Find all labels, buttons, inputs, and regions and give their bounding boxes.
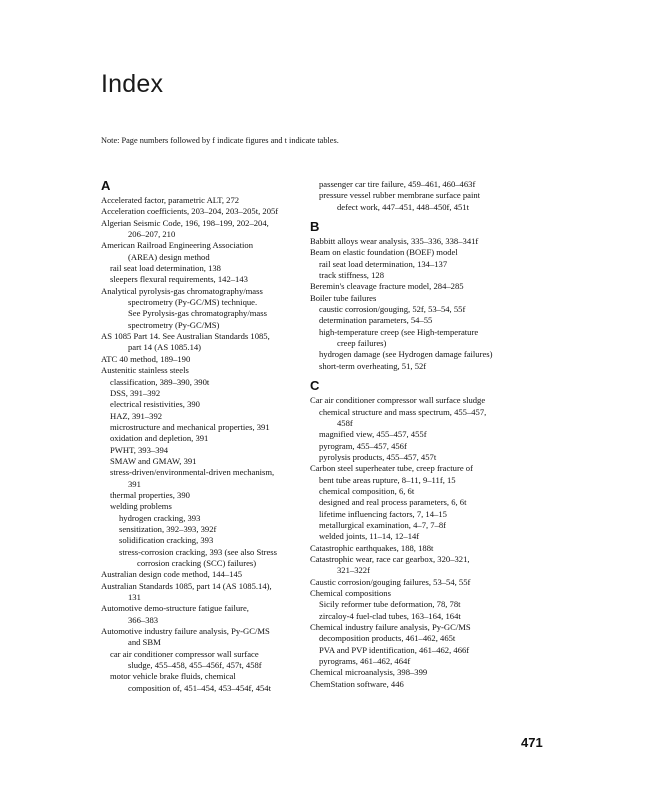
index-entry: rail seat load determination, 138 bbox=[110, 263, 221, 274]
index-entry: spectrometry (Py-GC/MS) technique. bbox=[128, 297, 258, 308]
index-entry: stress-driven/environmental-driven mechanism, bbox=[110, 467, 275, 478]
index-entry: ATC 40 method, 189–190 bbox=[101, 353, 191, 364]
index-entry: designed and real process parameters, 6, 6t bbox=[319, 497, 467, 508]
index-entry: Chemical industry failure analysis, Py-GC/MS bbox=[310, 622, 471, 633]
index-entry: Chemical microanalysis, 398–399 bbox=[310, 667, 428, 678]
index-entry: part 14 (AS 1085.14) bbox=[128, 342, 202, 353]
index-entry: spectrometry (Py-GC/MS) bbox=[128, 319, 220, 330]
index-entry: Automotive demo-structure fatigue failure, bbox=[101, 603, 249, 614]
index-entry: stress-corrosion cracking, 393 (see also Stress bbox=[119, 546, 277, 557]
index-entry: Analytical pyrolysis-gas chromatography/mass bbox=[101, 285, 263, 296]
index-entry: Car air conditioner compressor wall surface sludge bbox=[310, 395, 486, 406]
index-entry: welding problems bbox=[110, 501, 172, 512]
index-entry: caustic corrosion/gouging, 52f, 53–54, 55f bbox=[319, 304, 466, 315]
index-entry: Automotive industry failure analysis, Py-GC/MS bbox=[101, 626, 270, 637]
index-entry: bent tube areas rupture, 8–11, 9–11f, 15 bbox=[319, 474, 456, 485]
index-entry: Australian Standards 1085, part 14 (AS 1085.14), bbox=[101, 580, 272, 591]
index-entry: PVA and PVP identification, 461–462, 466f bbox=[319, 644, 470, 655]
index-entry: ChemStation software, 446 bbox=[310, 678, 404, 689]
index-entry: Babbitt alloys wear analysis, 335–336, 338–341f bbox=[310, 236, 479, 247]
index-entry: pressure vessel rubber membrane surface paint bbox=[319, 190, 481, 201]
index-note: Note: Page numbers followed by f indicate figures and t indicate tables. bbox=[101, 136, 339, 145]
index-entry: Beremin's cleavage fracture model, 284–285 bbox=[310, 281, 464, 292]
index-entry: car air conditioner compressor wall surface bbox=[110, 648, 259, 659]
index-entry: Carbon steel superheater tube, creep fracture of bbox=[310, 463, 473, 474]
index-entry: Accelerated factor, parametric ALT, 272 bbox=[101, 195, 240, 205]
index-entry: Catastrophic earthquakes, 188, 188t bbox=[310, 542, 434, 553]
page-number: 471 bbox=[521, 735, 543, 750]
index-entry: (AREA) design method bbox=[128, 251, 210, 262]
index-entry: American Railroad Engineering Association bbox=[101, 240, 254, 251]
index-entry: pyrogram, 455–457, 456f bbox=[319, 440, 407, 451]
index-entry: metallurgical examination, 4–7, 7–8f bbox=[319, 519, 447, 530]
index-column-right bbox=[310, 179, 520, 690]
index-entry: 458f bbox=[337, 417, 353, 428]
index-entry: electrical resistivities, 390 bbox=[110, 399, 200, 410]
page-title: Index bbox=[101, 70, 164, 98]
index-entry: Beam on elastic foundation (BOEF) model bbox=[310, 247, 458, 258]
section-letter: C bbox=[310, 378, 320, 394]
index-entry: high-temperature creep (see High-temperature bbox=[319, 326, 479, 337]
index-entry: Australian design code method, 144–145 bbox=[101, 569, 243, 580]
index-entry: rail seat load determination, 134–137 bbox=[319, 258, 448, 269]
index-entry: welded joints, 11–14, 12–14f bbox=[319, 531, 420, 542]
index-entry: microstructure and mechanical properties, 391 bbox=[110, 421, 270, 432]
index-column-left bbox=[101, 178, 311, 694]
index-entry: short-term overheating, 51, 52f bbox=[319, 360, 427, 371]
index-entry: composition of, 451–454, 453–454f, 454t bbox=[128, 682, 271, 693]
section-letter: A bbox=[101, 178, 111, 193]
index-entry: sludge, 455–458, 455–456f, 457t, 458f bbox=[128, 660, 262, 671]
index-entry: 366–383 bbox=[128, 614, 159, 625]
index-entry: hydrogen cracking, 393 bbox=[119, 512, 201, 523]
index-entry: pyrolysis products, 455–457, 457t bbox=[319, 451, 437, 462]
index-entry: Caustic corrosion/gouging failures, 53–54, 55f bbox=[310, 576, 471, 587]
index-entry: motor vehicle brake fluids, chemical bbox=[110, 671, 236, 682]
index-entry: Algerian Seismic Code, 196, 198–199, 202–204, bbox=[101, 217, 269, 228]
index-entry: 321–322f bbox=[337, 565, 370, 576]
index-entry: and SBM bbox=[128, 637, 161, 648]
index-entry: magnified view, 455–457, 455f bbox=[319, 429, 427, 440]
index-entry: Sicily reformer tube deformation, 78, 78t bbox=[319, 599, 461, 610]
index-entry: pyrograms, 461–462, 464f bbox=[319, 656, 411, 667]
index-entry: corrosion cracking (SCC) failures) bbox=[137, 558, 257, 568]
index-entry: zircaloy-4 fuel-clad tubes, 163–164, 164t bbox=[319, 610, 461, 621]
index-entry: Chemical compositions bbox=[310, 588, 391, 598]
index-entry: SMAW and GMAW, 391 bbox=[110, 455, 197, 466]
index-entry: creep failures) bbox=[337, 338, 387, 349]
index-entry: track stiffness, 128 bbox=[319, 270, 384, 281]
index-entry: See Pyrolysis-gas chromatography/mass bbox=[128, 308, 267, 319]
index-entry: passenger car tire failure, 459–461, 460–463f bbox=[319, 179, 476, 189]
index-entry: solidification cracking, 393 bbox=[119, 535, 214, 546]
index-entry: 206–207, 210 bbox=[128, 229, 176, 240]
index-entry: sleepers flexural requirements, 142–143 bbox=[110, 274, 248, 285]
index-entry: hydrogen damage (see Hydrogen damage failures) bbox=[319, 349, 493, 360]
index-entry: sensitization, 392–393, 392f bbox=[119, 523, 217, 534]
index-entry: DSS, 391–392 bbox=[110, 387, 161, 398]
index-entry: PWHT, 393–394 bbox=[110, 444, 169, 455]
index-entry: 391 bbox=[128, 478, 141, 489]
index-entry: chemical structure and mass spectrum, 455–457, bbox=[319, 406, 487, 417]
index-entry: Boiler tube failures bbox=[310, 292, 377, 303]
index-entry: Acceleration coefficients, 203–204, 203–205t, 205f bbox=[101, 206, 279, 217]
index-entry: 131 bbox=[128, 592, 141, 603]
index-entry: lifetime influencing factors, 7, 14–15 bbox=[319, 508, 447, 519]
section-letter: B bbox=[310, 219, 320, 235]
index-entry: Austenitic stainless steels bbox=[101, 365, 189, 376]
index-entry: classification, 389–390, 390t bbox=[110, 376, 210, 387]
index-entry: AS 1085 Part 14. See Australian Standards 1085, bbox=[101, 331, 270, 342]
index-entry: chemical composition, 6, 6t bbox=[319, 485, 415, 496]
index-entry: defect work, 447–451, 448–450f, 451t bbox=[337, 201, 469, 212]
index-entry: HAZ, 391–392 bbox=[110, 410, 163, 421]
index-entry: oxidation and depletion, 391 bbox=[110, 433, 209, 444]
index-entry: Catastrophic wear, race car gearbox, 320–321, bbox=[310, 553, 470, 564]
index-entry: determination parameters, 54–55 bbox=[319, 315, 433, 326]
index-entry: decomposition products, 461–462, 465t bbox=[319, 633, 456, 644]
index-entry: thermal properties, 390 bbox=[110, 489, 190, 500]
